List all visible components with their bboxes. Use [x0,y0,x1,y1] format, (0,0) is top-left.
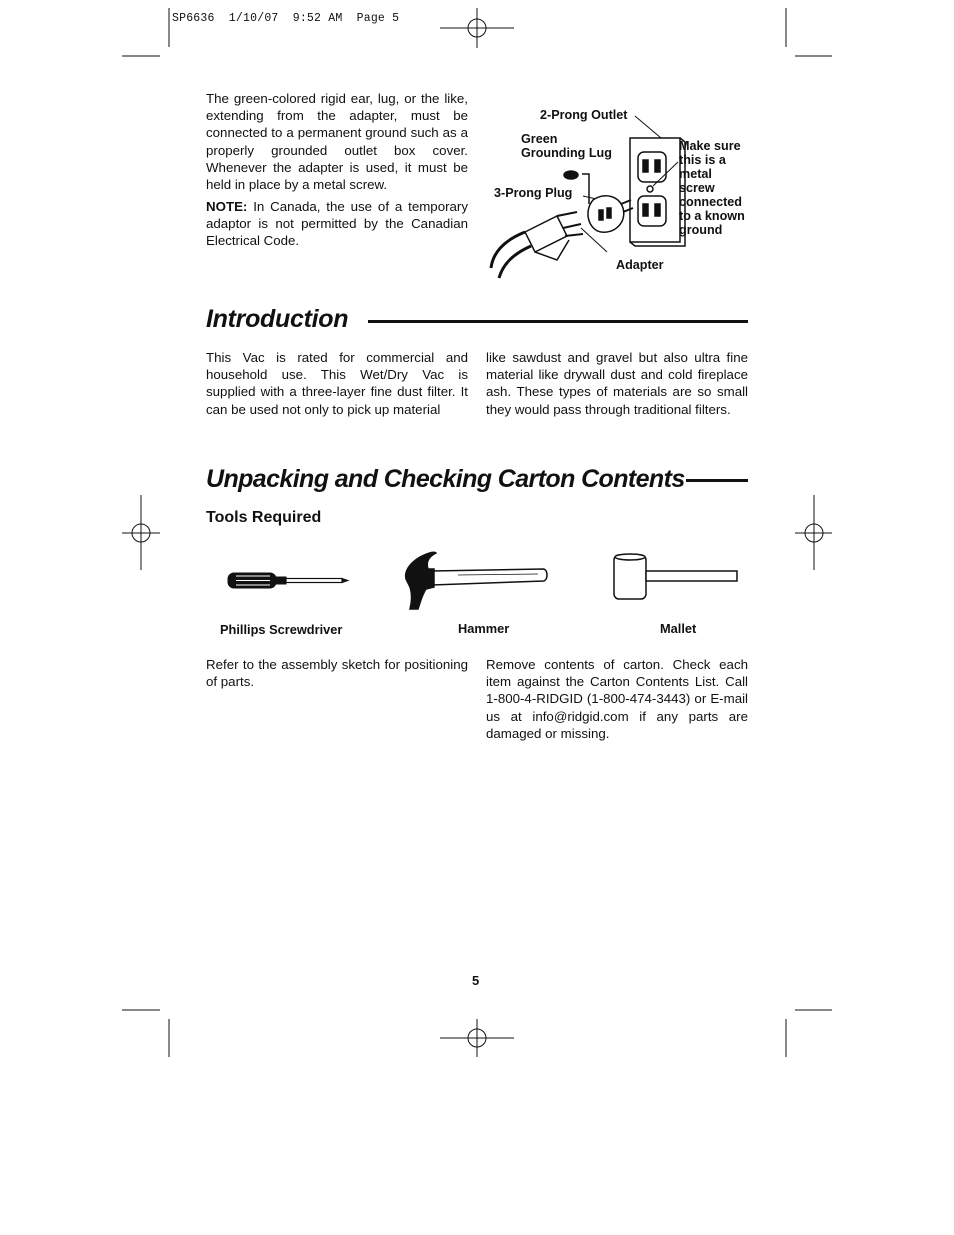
print-slug: SP6636 1/10/07 9:52 AM Page 5 [172,12,400,25]
screw-note-line: connected [679,195,742,209]
tool-label-screwdriver: Phillips Screwdriver [220,622,343,637]
page-number: 5 [472,973,480,988]
adapter-label: Adapter [616,258,664,272]
lug-label-line2: Grounding Lug [521,146,612,160]
grounding-paragraph: The green-colored rigid ear, lug, or the like, extending from the adapter, must be connected to a permanent ground such as a properly grounded outlet box cover. Whenever the adapter is used, it must be held in place by a metal screw. [206,91,468,193]
grounding-note [206,198,468,250]
outlet-label: 2-Prong Outlet [540,108,628,122]
note-label: NOTE: [206,199,248,214]
hammer-icon [398,549,550,611]
introduction-heading: Introduction [206,305,349,333]
screw-note-line: ground [679,223,723,237]
heading-rule [686,479,748,482]
tool-label-mallet: Mallet [660,621,697,636]
heading-rule [368,320,748,323]
screw-note-line: screw [679,181,715,195]
screwdriver-icon [226,568,350,594]
unpacking-col2: Remove contents of carton. Check each item against the Carton Contents List. Call 1-800-4-RIDGID (1-800-474-3443) or E-mail us at info@ridgid.com if any parts are damaged or missing. [486,657,748,741]
tool-label-hammer: Hammer [458,621,510,636]
unpacking-heading: Unpacking and Checking Carton Contents [206,465,685,493]
unpacking-col1: Refer to the assembly sketch for positioning of parts. [206,657,468,690]
screw-note [679,139,745,237]
introduction-col1: This Vac is rated for commercial and household use. This Wet/Dry Vac is supplied with a three-layer fine dust filter. It can be used not only to pick up material [206,350,468,417]
plug-label: 3-Prong Plug [494,186,573,200]
mallet-icon [611,552,739,602]
screw-note-line: this is a [679,153,726,167]
screw-note-line: metal [679,167,712,181]
note-text: In Canada, the use of a temporary adaptor is not permitted by the Canadian Electrical Code. [206,199,468,249]
tools-required-heading: Tools Required [206,509,322,526]
lug-label-line1: Green [521,132,558,146]
screw-note-line: to a known [679,209,745,223]
screw-note-line: Make sure [679,139,741,153]
introduction-col2: like sawdust and gravel but also ultra fine material like drywall dust and cold fireplace ash. These types of materials are so small they would pass through traditional filters. [486,350,748,417]
